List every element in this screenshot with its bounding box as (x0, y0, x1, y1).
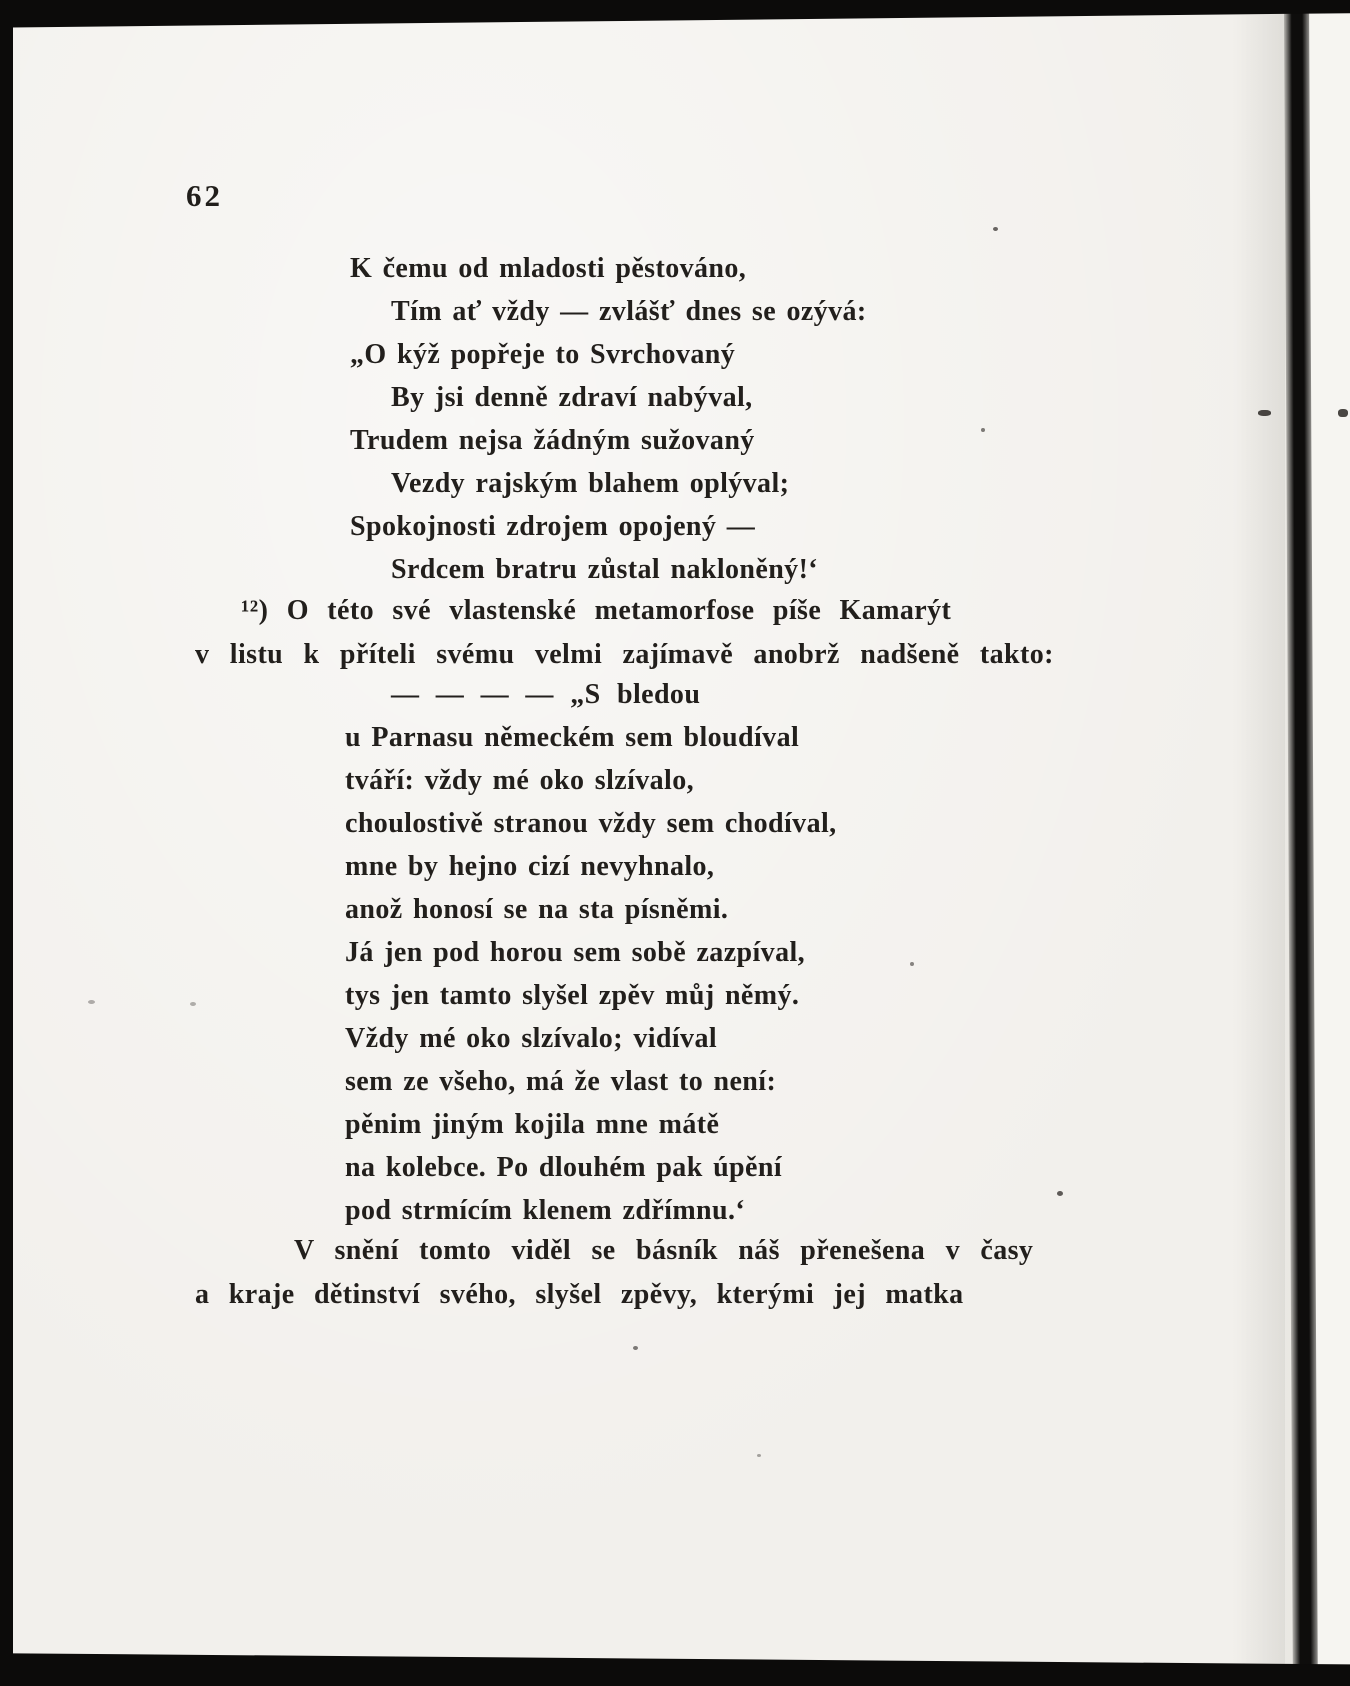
scan-speck (1338, 409, 1348, 417)
quote-line: sem ze všeho, má že vlast to není: (345, 1066, 777, 1097)
closing-paragraph (0, 1229, 1033, 1317)
quote-line: pěnim jiným kojila mne mátě (345, 1109, 720, 1140)
paragraph-line: a kraje dětinství svého, slyšel zpěvy, kterými jej matka (195, 1279, 964, 1310)
quote-line: mne by hejno cizí nevyhnalo, (345, 851, 715, 882)
poem-line: „O kýž popřeje to Svrchovaný (350, 339, 736, 370)
scan-speck (190, 1002, 196, 1006)
footnote-line: ¹²) O této své vlastenské metamorfose píše Kamarýt (241, 595, 952, 626)
quote-line: anož honosí se na sta písněmi. (345, 894, 729, 925)
quote-line: Já jen pod horou sem sobě zazpíval, (345, 937, 806, 968)
scan-border-bottom (0, 1646, 1350, 1686)
footnote-block (0, 589, 1054, 677)
poem-line: Tím ať vždy — zvlášť dnes se ozývá: (391, 296, 867, 327)
scan-speck (993, 227, 998, 231)
poem-line: Trudem nejsa žádným sužovaný (350, 425, 755, 456)
quote-line: tváří: vždy mé oko slzívalo, (345, 765, 695, 796)
footnote-line: v listu k příteli svému velmi zajímavě anobrž nadšeně takto: (195, 639, 1054, 670)
poem-line: By jsi denně zdraví nabýval, (391, 382, 753, 413)
scan-speck (88, 1000, 95, 1004)
page-number: 62 (186, 178, 223, 213)
scan-speck (981, 428, 985, 432)
quote-line: choulostivě stranou vždy sem chodíval, (345, 808, 837, 839)
quote-line: u Parnasu německém sem bloudíval (345, 722, 800, 753)
paragraph-line: V snění tomto viděl se básník náš přenešena v časy (294, 1235, 1034, 1266)
scan-speck (910, 962, 914, 966)
poem-line: K čemu od mladosti pěstováno, (350, 253, 747, 284)
quote-line: pod strmícím klenem zdřímnu.‘ (345, 1195, 746, 1226)
quote-line: Vždy mé oko slzívalo; vidíval (345, 1023, 718, 1054)
quote-line: — — — — „S bledou (391, 679, 701, 710)
quote-line: na kolebce. Po dlouhém pak úpění (345, 1152, 782, 1183)
poem-block (0, 247, 867, 591)
poem-line: Vezdy rajským blahem oplýval; (391, 468, 790, 499)
scan-speck (1258, 410, 1271, 416)
scan-speck (757, 1454, 761, 1457)
quoted-verse-block (0, 673, 837, 1232)
scan-speck (1057, 1191, 1063, 1196)
scan-border-top (0, 0, 1350, 30)
scan-speck (633, 1346, 638, 1350)
poem-line: Spokojnosti zdrojem opojený — (350, 511, 756, 542)
quote-line: tys jen tamto slyšel zpěv můj němý. (345, 980, 800, 1011)
poem-line: Srdcem bratru zůstal nakloněný!‘ (391, 554, 819, 585)
page-edge-shadow (1235, 0, 1285, 1686)
